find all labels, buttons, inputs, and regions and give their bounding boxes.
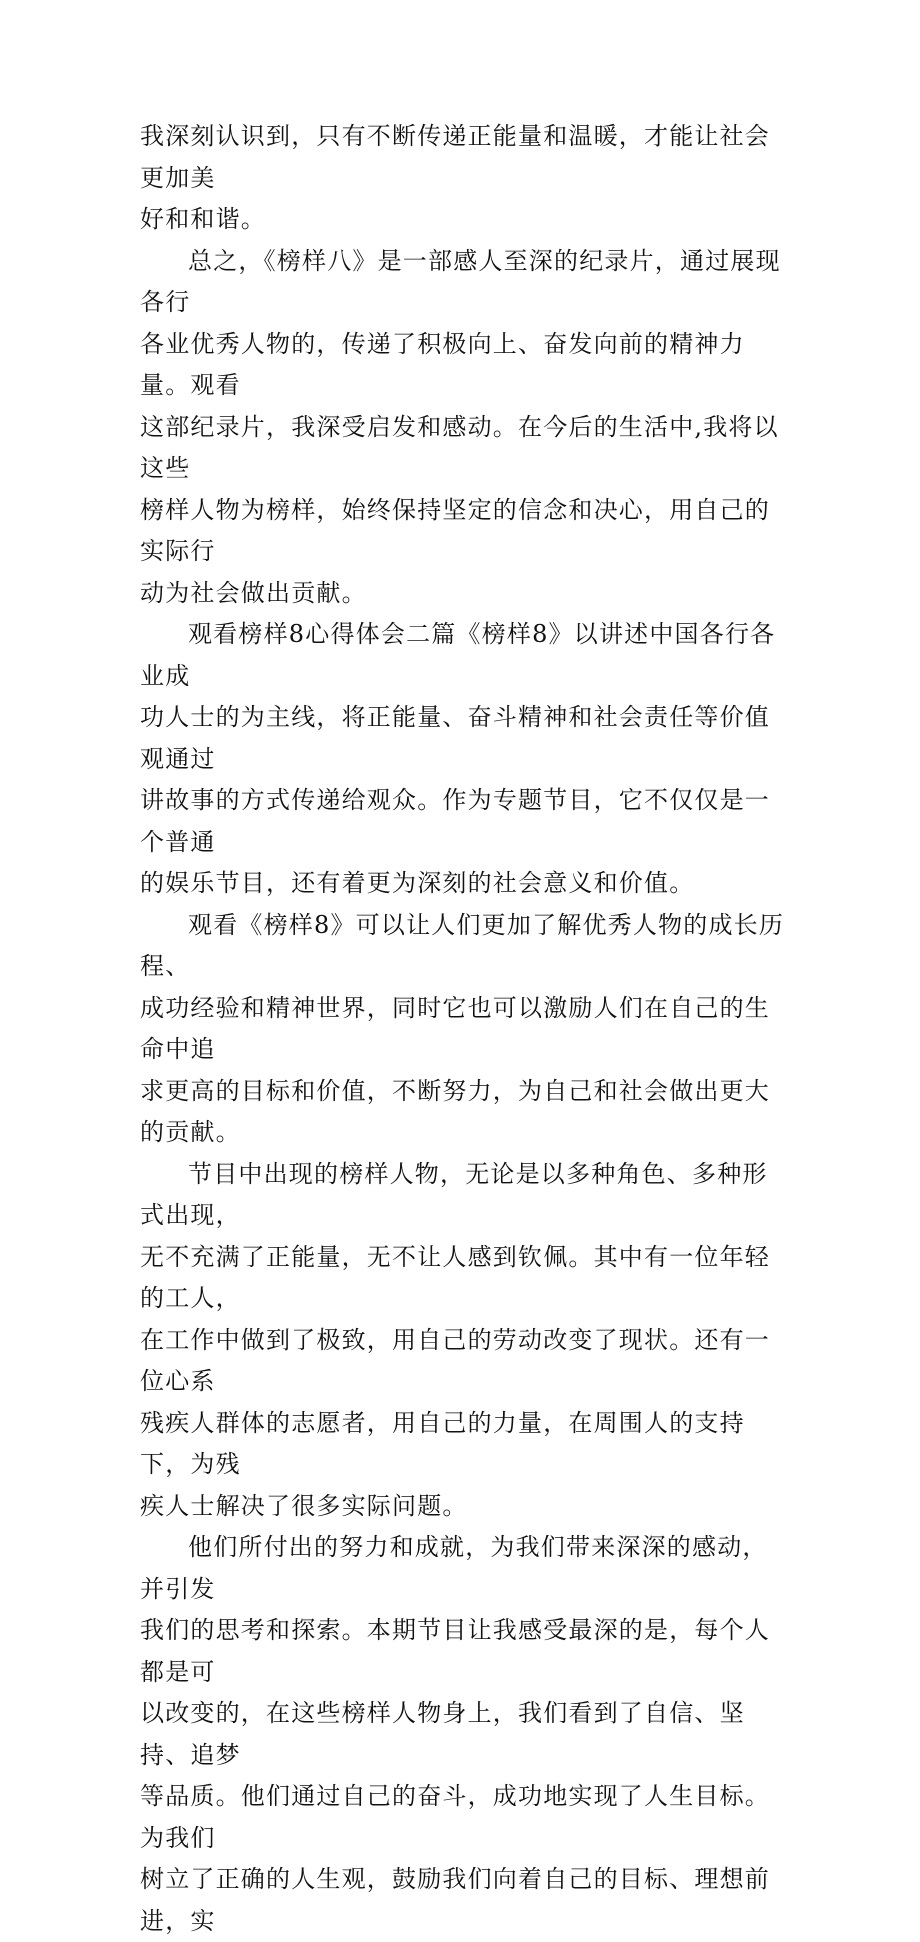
- text-line: 他们所付出的努力和成就，为我们带来深深的感动，并引发: [140, 1533, 768, 1603]
- document-body: [140, 116, 790, 1942]
- text-line: 求更高的目标和价值，不断努力，为自己和社会做出更大的贡献。: [140, 1076, 770, 1146]
- paragraph-4: [140, 905, 790, 1154]
- text-line: 讲故事的方式传递给观众。作为专题节目，它不仅仅是一个普通: [140, 786, 770, 856]
- text-line: 等品质。他们通过自己的奋斗，成功地实现了人生目标。为我们: [140, 1782, 770, 1852]
- text-line: 以改变的，在这些榜样人物身上，我们看到了自信、坚持、追梦: [140, 1699, 745, 1769]
- paragraph-5: [140, 1154, 790, 1528]
- paragraph-6: [140, 1527, 790, 1942]
- text-line: 动为社会做出贡献。: [140, 578, 367, 607]
- text-line: 在工作中做到了极致，用自己的劳动改变了现状。还有一位心系: [140, 1325, 770, 1395]
- text-line: 无不充满了正能量，无不让人感到钦佩。其中有一位年轻的工人，: [140, 1242, 770, 1312]
- text-line: 这部纪录片，我深受启发和感动。在今后的生活中,我将以这些: [140, 412, 779, 482]
- paragraph-3: [140, 614, 790, 905]
- text-line: 成功经验和精神世界，同时它也可以激励人们在自己的生命中追: [140, 993, 770, 1063]
- paragraph-1: [140, 116, 790, 241]
- text-line: 残疾人群体的志愿者，用自己的力量，在周围人的支持下，为残: [140, 1408, 745, 1478]
- text-line: 观看《榜样8》可以让人们更加了解优秀人物的成长历程、: [140, 910, 785, 980]
- text-line: 节目中出现的榜样人物，无论是以多种角色、多种形式出现，: [140, 1159, 768, 1229]
- paragraph-2: [140, 241, 790, 615]
- text-line: 我深刻认识到，只有不断传递正能量和温暖，才能让社会更加美: [140, 122, 770, 192]
- text-line: 树立了正确的人生观，鼓励我们向着自己的目标、理想前进，实: [140, 1865, 770, 1935]
- text-line: 总之，《榜样八》是一部感人至深的纪录片，通过展现各行: [140, 246, 781, 316]
- text-line: 好和和谐。: [140, 205, 266, 233]
- text-line: 我们的思考和探索。本期节目让我感受最深的是，每个人都是可: [140, 1616, 770, 1686]
- text-line: 各业优秀人物的，传递了积极向上、奋发向前的精神力量。观看: [140, 329, 745, 399]
- text-line: 榜样人物为榜样，始终保持坚定的信念和决心，用自己的实际行: [140, 495, 770, 565]
- text-line: 的娱乐节目，还有着更为深刻的社会意义和价值。: [140, 869, 695, 897]
- text-line: 观看榜样8心得体会二篇《榜样8》以讲述中国各行各业成: [140, 620, 776, 690]
- text-line: 疾人士解决了很多实际问题。: [140, 1491, 468, 1520]
- text-line: 功人士的为主线，将正能量、奋斗精神和社会责任等价值观通过: [140, 703, 770, 773]
